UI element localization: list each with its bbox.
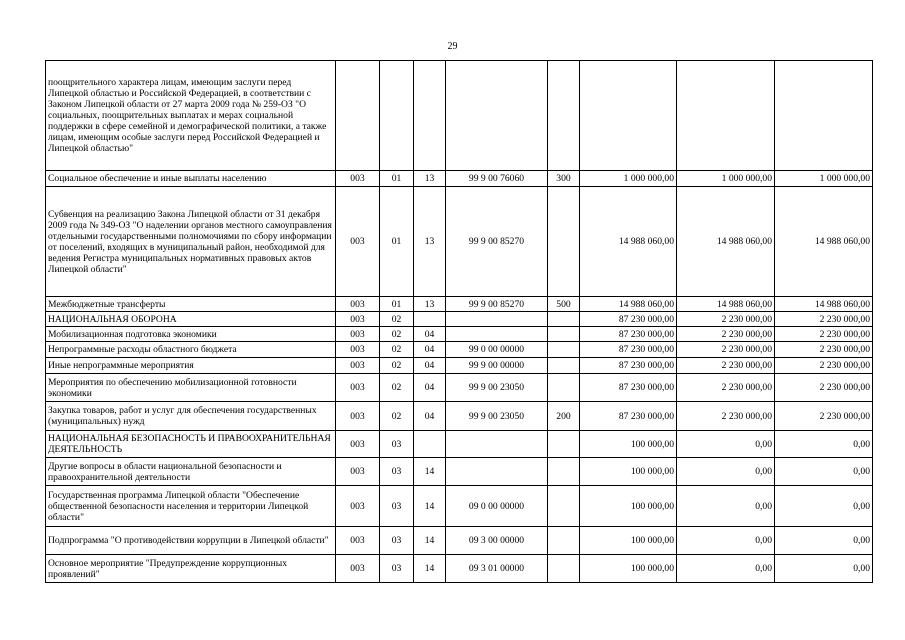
table-row (46, 297, 873, 312)
grbs-cell: 003 (336, 312, 380, 327)
row-name-cell: Межбюджетные трансферты (46, 297, 336, 312)
section-cell: 02 (380, 374, 414, 402)
table-row (46, 358, 873, 374)
section-cell: 03 (380, 458, 414, 486)
amount-year3-cell: 1 000 000,00 (775, 171, 873, 187)
target-article-cell: 99 9 00 23050 (446, 374, 548, 402)
section-cell: 02 (380, 342, 414, 358)
row-name-cell: Подпрограмма "О противодействии коррупции в Липецкой области" (46, 527, 336, 555)
target-article-cell (446, 458, 548, 486)
amount-year1-cell: 87 230 000,00 (580, 312, 677, 327)
subsection-cell (414, 312, 446, 327)
section-cell: 01 (380, 187, 414, 297)
amount-year1-cell: 14 988 060,00 (580, 187, 677, 297)
amount-year2-cell: 1 000 000,00 (677, 171, 775, 187)
expense-type-cell (548, 431, 580, 458)
row-name-cell: Субвенция на реализацию Закона Липецкой области от 31 декабря 2009 года № 349-ОЗ "О наделении органов местного самоуправления отдельными государственными полномочиями по сбору информации от поселений, входящих в муниципальный район, необходимой для ведения Регистра муниципальных нормативных правовых актов Липецкой области" (46, 187, 336, 297)
grbs-cell: 003 (336, 527, 380, 555)
grbs-cell: 003 (336, 358, 380, 374)
expense-type-cell (548, 187, 580, 297)
amount-year2-cell: 0,00 (677, 431, 775, 458)
table-row (46, 431, 873, 458)
section-cell: 02 (380, 312, 414, 327)
amount-year2-cell: 0,00 (677, 555, 775, 583)
grbs-cell: 003 (336, 402, 380, 431)
section-cell: 03 (380, 431, 414, 458)
subsection-cell: 14 (414, 555, 446, 583)
expense-type-cell (548, 527, 580, 555)
row-name-cell: Закупка товаров, работ и услуг для обеспечения государственных (муниципальных) нужд (46, 402, 336, 431)
budget-table (45, 60, 873, 583)
grbs-cell: 003 (336, 486, 380, 527)
amount-year1-cell: 100 000,00 (580, 486, 677, 527)
amount-year2-cell: 0,00 (677, 458, 775, 486)
row-name-cell: Государственная программа Липецкой области "Обеспечение общественной безопасности населения и территории Липецкой области" (46, 486, 336, 527)
amount-year3-cell: 14 988 060,00 (775, 297, 873, 312)
amount-year2-cell: 0,00 (677, 486, 775, 527)
target-article-cell (446, 312, 548, 327)
amount-year1-cell: 100 000,00 (580, 431, 677, 458)
amount-year2-cell (677, 61, 775, 171)
table-row (46, 312, 873, 327)
table-row (46, 187, 873, 297)
target-article-cell: 99 9 00 85270 (446, 297, 548, 312)
grbs-cell: 003 (336, 187, 380, 297)
amount-year1-cell: 87 230 000,00 (580, 402, 677, 431)
table-row (46, 171, 873, 187)
amount-year2-cell: 2 230 000,00 (677, 312, 775, 327)
amount-year3-cell: 2 230 000,00 (775, 312, 873, 327)
amount-year1-cell: 87 230 000,00 (580, 358, 677, 374)
amount-year2-cell: 14 988 060,00 (677, 297, 775, 312)
grbs-cell: 003 (336, 171, 380, 187)
amount-year3-cell: 0,00 (775, 555, 873, 583)
table-row (46, 61, 873, 171)
target-article-cell: 99 9 00 00000 (446, 358, 548, 374)
expense-type-cell: 500 (548, 297, 580, 312)
grbs-cell (336, 61, 380, 171)
amount-year2-cell: 2 230 000,00 (677, 358, 775, 374)
section-cell: 03 (380, 527, 414, 555)
subsection-cell: 14 (414, 486, 446, 527)
target-article-cell (446, 61, 548, 171)
section-cell: 01 (380, 171, 414, 187)
section-cell: 01 (380, 297, 414, 312)
grbs-cell: 003 (336, 374, 380, 402)
grbs-cell: 003 (336, 431, 380, 458)
subsection-cell: 04 (414, 327, 446, 342)
grbs-cell: 003 (336, 555, 380, 583)
section-cell (380, 61, 414, 171)
subsection-cell: 14 (414, 458, 446, 486)
expense-type-cell: 300 (548, 171, 580, 187)
table-row (46, 327, 873, 342)
target-article-cell: 99 0 00 00000 (446, 342, 548, 358)
subsection-cell: 04 (414, 342, 446, 358)
row-name-cell: НАЦИОНАЛЬНАЯ ОБОРОНА (46, 312, 336, 327)
target-article-cell: 09 3 01 00000 (446, 555, 548, 583)
row-name-cell: поощрительного характера лицам, имеющим заслуги перед Липецкой областью и Российской Федерацией, в соответствии с Законом Липецкой области от 27 марта 2009 года № 259-ОЗ "О социальных, поощрительных выплатах и мерах социальной поддержки в сфере семейной и демографической политики, а также лицам, имеющим особые заслуги перед Российской Федерацией и Липецкой областью" (46, 61, 336, 171)
page-number: 29 (447, 41, 458, 52)
amount-year3-cell: 14 988 060,00 (775, 187, 873, 297)
section-cell: 02 (380, 402, 414, 431)
amount-year3-cell: 2 230 000,00 (775, 327, 873, 342)
amount-year3-cell: 0,00 (775, 527, 873, 555)
table-row (46, 555, 873, 583)
target-article-cell: 09 0 00 00000 (446, 486, 548, 527)
row-name-cell: Социальное обеспечение и иные выплаты населению (46, 171, 336, 187)
row-name-cell: Непрограммные расходы областного бюджета (46, 342, 336, 358)
amount-year3-cell: 2 230 000,00 (775, 374, 873, 402)
amount-year1-cell: 1 000 000,00 (580, 171, 677, 187)
target-article-cell: 99 9 00 23050 (446, 402, 548, 431)
table-row (46, 527, 873, 555)
row-name-cell: НАЦИОНАЛЬНАЯ БЕЗОПАСНОСТЬ И ПРАВООХРАНИТЕЛЬНАЯ ДЕЯТЕЛЬНОСТЬ (46, 431, 336, 458)
row-name-cell: Другие вопросы в области национальной безопасности и правоохранительной деятельности (46, 458, 336, 486)
amount-year3-cell: 2 230 000,00 (775, 358, 873, 374)
amount-year2-cell: 2 230 000,00 (677, 327, 775, 342)
target-article-cell: 99 9 00 76060 (446, 171, 548, 187)
subsection-cell: 04 (414, 402, 446, 431)
amount-year1-cell: 87 230 000,00 (580, 327, 677, 342)
table-row (46, 342, 873, 358)
amount-year1-cell (580, 61, 677, 171)
expense-type-cell (548, 358, 580, 374)
expense-type-cell (548, 486, 580, 527)
expense-type-cell (548, 312, 580, 327)
grbs-cell: 003 (336, 342, 380, 358)
amount-year1-cell: 87 230 000,00 (580, 342, 677, 358)
grbs-cell: 003 (336, 327, 380, 342)
table-row (46, 402, 873, 431)
amount-year1-cell: 100 000,00 (580, 527, 677, 555)
subsection-cell: 14 (414, 527, 446, 555)
amount-year1-cell: 87 230 000,00 (580, 374, 677, 402)
amount-year2-cell: 2 230 000,00 (677, 402, 775, 431)
row-name-cell: Мероприятия по обеспечению мобилизационной готовности экономики (46, 374, 336, 402)
expense-type-cell (548, 374, 580, 402)
expense-type-cell (548, 555, 580, 583)
table-row (46, 458, 873, 486)
expense-type-cell (548, 342, 580, 358)
amount-year1-cell: 14 988 060,00 (580, 297, 677, 312)
grbs-cell: 003 (336, 297, 380, 312)
row-name-cell: Мобилизационная подготовка экономики (46, 327, 336, 342)
row-name-cell: Иные непрограммные мероприятия (46, 358, 336, 374)
amount-year2-cell: 14 988 060,00 (677, 187, 775, 297)
target-article-cell: 99 9 00 85270 (446, 187, 548, 297)
expense-type-cell: 200 (548, 402, 580, 431)
amount-year3-cell: 2 230 000,00 (775, 402, 873, 431)
subsection-cell (414, 61, 446, 171)
amount-year3-cell: 2 230 000,00 (775, 342, 873, 358)
row-name-cell: Основное мероприятие "Предупреждение коррупционных проявлений" (46, 555, 336, 583)
section-cell: 02 (380, 327, 414, 342)
expense-type-cell (548, 458, 580, 486)
amount-year1-cell: 100 000,00 (580, 555, 677, 583)
subsection-cell: 13 (414, 171, 446, 187)
subsection-cell: 04 (414, 374, 446, 402)
grbs-cell: 003 (336, 458, 380, 486)
target-article-cell: 09 3 00 00000 (446, 527, 548, 555)
section-cell: 03 (380, 486, 414, 527)
subsection-cell: 13 (414, 297, 446, 312)
expense-type-cell (548, 61, 580, 171)
target-article-cell (446, 431, 548, 458)
amount-year3-cell: 0,00 (775, 458, 873, 486)
expense-type-cell (548, 327, 580, 342)
amount-year3-cell: 0,00 (775, 486, 873, 527)
amount-year2-cell: 0,00 (677, 527, 775, 555)
subsection-cell (414, 431, 446, 458)
amount-year2-cell: 2 230 000,00 (677, 342, 775, 358)
section-cell: 02 (380, 358, 414, 374)
subsection-cell: 04 (414, 358, 446, 374)
target-article-cell (446, 327, 548, 342)
amount-year3-cell: 0,00 (775, 431, 873, 458)
amount-year3-cell (775, 61, 873, 171)
amount-year1-cell: 100 000,00 (580, 458, 677, 486)
section-cell: 03 (380, 555, 414, 583)
table-row (46, 486, 873, 527)
subsection-cell: 13 (414, 187, 446, 297)
table-row (46, 374, 873, 402)
amount-year2-cell: 2 230 000,00 (677, 374, 775, 402)
